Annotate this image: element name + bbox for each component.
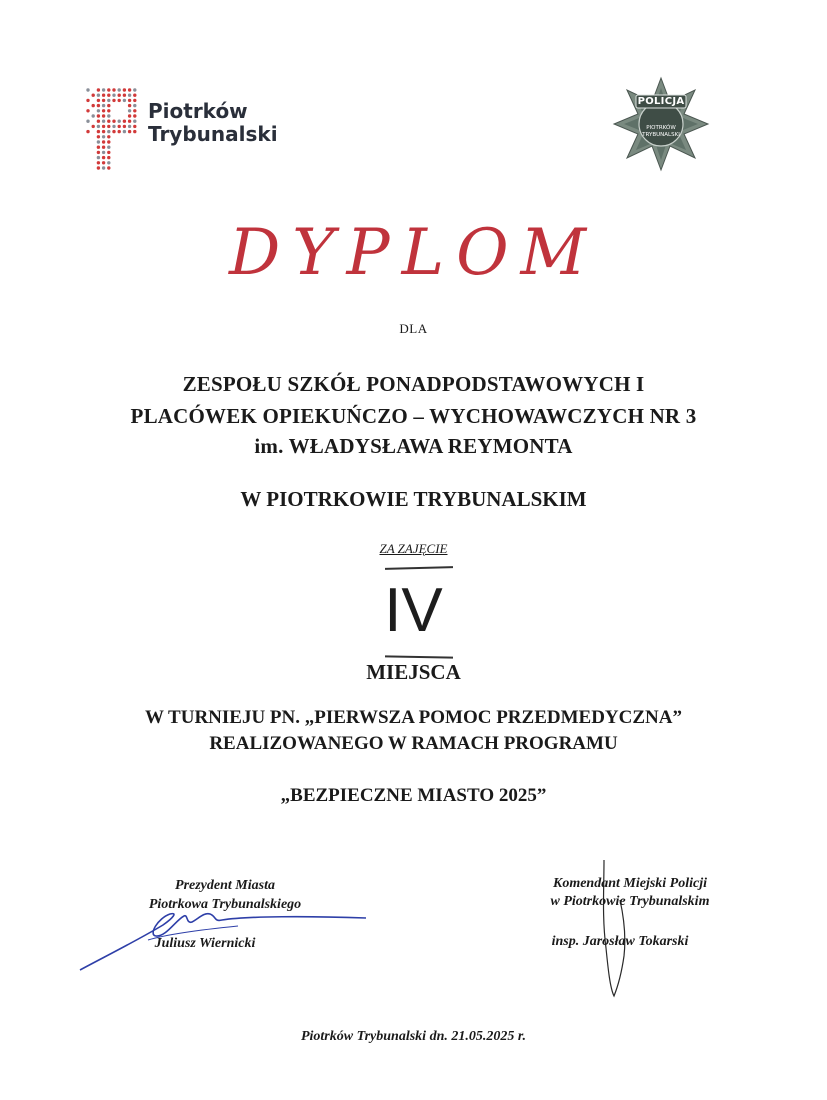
logo-dot	[123, 120, 126, 123]
logo-dot	[107, 130, 110, 133]
commander-role-line2: w Piotrkowie Trybunalskim	[550, 894, 710, 909]
place-number: IV	[384, 576, 443, 645]
logo-dot	[102, 146, 105, 149]
logo-dot	[102, 140, 105, 143]
logo-dot	[97, 166, 100, 169]
logo-dot	[128, 104, 131, 107]
logo-dot	[107, 104, 110, 107]
logo-dot	[128, 130, 131, 133]
logo-dot	[97, 99, 100, 102]
logo-dot	[107, 146, 110, 149]
logo-dot	[107, 156, 110, 159]
logo-dot	[102, 94, 105, 97]
logo-dot	[107, 135, 110, 138]
logo-dot	[97, 161, 100, 164]
logo-dot	[112, 120, 115, 123]
city-logo-line2: Trybunalski	[148, 122, 278, 146]
logo-dot	[133, 109, 136, 112]
logo-dot	[133, 104, 136, 107]
logo-dot	[97, 94, 100, 97]
logo-dot	[86, 109, 89, 112]
logo-dot	[118, 94, 121, 97]
logo-dot	[102, 99, 105, 102]
place-line-top	[385, 566, 453, 570]
logo-dot	[92, 94, 95, 97]
city-logo-line1: Piotrków	[148, 99, 248, 123]
logo-dot	[102, 125, 105, 128]
logo-dot	[97, 109, 100, 112]
logo-dot	[97, 104, 100, 107]
logo-dot	[86, 99, 89, 102]
logo-dot	[86, 120, 89, 123]
police-badge-city-line1: PIOTRKÓW	[646, 125, 676, 131]
program-line: REALIZOWANEGO W RAMACH PROGRAMU	[209, 733, 618, 754]
logo-dot	[123, 130, 126, 133]
mayor-name: Juliusz Wiernicki	[154, 936, 256, 951]
logo-dot	[97, 146, 100, 149]
logo-dot	[118, 130, 121, 133]
logo-dot	[133, 114, 136, 117]
recipient-line-1: ZESPOŁU SZKÓŁ PONADPODSTAWOWYCH I	[182, 372, 645, 396]
logo-dot	[102, 114, 105, 117]
logo-dot	[128, 94, 131, 97]
logo-dot	[102, 109, 105, 112]
place-line-bottom	[385, 655, 453, 658]
logo-dot	[102, 130, 105, 133]
logo-dot	[107, 109, 110, 112]
logo-dot	[107, 88, 110, 91]
police-badge	[612, 76, 710, 172]
logo-dot	[107, 99, 110, 102]
dla-label: DLA	[399, 321, 428, 336]
logo-dot	[123, 99, 126, 102]
logo-dot	[97, 156, 100, 159]
logo-dot	[107, 114, 110, 117]
logo-dot	[128, 88, 131, 91]
mayor-role-line2: Piotrkowa Trybunalskiego	[148, 897, 302, 912]
logo-dot	[128, 125, 131, 128]
commander-role-line1: Komendant Miejski Policji	[552, 876, 707, 891]
logo-dot	[112, 99, 115, 102]
commander-name: insp. Jarosław Tokarski	[551, 934, 689, 949]
logo-dot	[123, 94, 126, 97]
police-star-icon	[612, 76, 710, 172]
logo-dot	[102, 104, 105, 107]
logo-dot	[107, 161, 110, 164]
logo-dot	[97, 135, 100, 138]
logo-dot	[107, 94, 110, 97]
diploma-title: DYPLOM	[228, 216, 599, 290]
logo-dot	[86, 88, 89, 91]
logo-dot	[97, 140, 100, 143]
logo-dot	[118, 88, 121, 91]
logo-dot	[118, 125, 121, 128]
recipient-line-2: PLACÓWEK OPIEKUŃCZO – WYCHOWAWCZYCH NR 3	[130, 404, 697, 428]
logo-dot	[102, 151, 105, 154]
logo-dot	[112, 88, 115, 91]
tournament-line: W TURNIEJU PN. „PIERWSZA POMOC PRZEDMEDYCZNA”	[144, 707, 682, 728]
logo-dot	[112, 130, 115, 133]
za-zajecie-label: ZA ZAJĘCIE	[379, 541, 448, 556]
recipient-line-3: im. WŁADYSŁAWA REYMONTA	[254, 434, 573, 458]
police-badge-city-line2: TRYBUNALSKI	[642, 132, 680, 138]
city-logo-text	[148, 100, 278, 146]
logo-dot	[128, 114, 131, 117]
program-name: „BEZPIECZNE MIASTO 2025”	[280, 785, 547, 806]
logo-dot	[107, 125, 110, 128]
logo-dot	[128, 99, 131, 102]
logo-dot	[123, 88, 126, 91]
logo-dot	[112, 94, 115, 97]
city-logo	[84, 86, 284, 176]
logo-dot	[92, 114, 95, 117]
logo-dot	[133, 88, 136, 91]
date-line: Piotrków Trybunalski dn. 21.05.2025 r.	[300, 1029, 527, 1044]
logo-dot	[102, 88, 105, 91]
logo-dot	[102, 135, 105, 138]
logo-dot	[97, 88, 100, 91]
logo-dot	[128, 109, 131, 112]
logo-dot	[107, 151, 110, 154]
logo-dot	[118, 99, 121, 102]
logo-dot	[102, 156, 105, 159]
logo-dot	[97, 151, 100, 154]
logo-dot	[133, 130, 136, 133]
logo-dot	[97, 120, 100, 123]
logo-dot	[86, 130, 89, 133]
logo-dot	[123, 125, 126, 128]
logo-dot	[133, 94, 136, 97]
logo-dot	[92, 104, 95, 107]
logo-dot	[133, 125, 136, 128]
city-logo-mark-icon	[84, 86, 144, 176]
logo-dot	[92, 125, 95, 128]
logo-dot	[112, 125, 115, 128]
logo-dot	[133, 120, 136, 123]
miejsca-label: MIEJSCA	[366, 660, 461, 684]
logo-dot	[102, 161, 105, 164]
mayor-role-line1: Prezydent Miasta	[175, 878, 275, 893]
logo-dot	[107, 120, 110, 123]
logo-dot	[97, 114, 100, 117]
police-badge-word: POLICJA	[637, 96, 685, 107]
logo-dot	[128, 120, 131, 123]
police-badge-city	[630, 125, 692, 139]
recipient-city: W PIOTRKOWIE TRYBUNALSKIM	[240, 487, 587, 511]
logo-dot	[118, 120, 121, 123]
logo-dot	[97, 125, 100, 128]
logo-dot	[102, 166, 105, 169]
logo-dot	[107, 166, 110, 169]
logo-dot	[102, 120, 105, 123]
logo-dot	[133, 99, 136, 102]
logo-dot	[97, 130, 100, 133]
logo-dot	[107, 140, 110, 143]
